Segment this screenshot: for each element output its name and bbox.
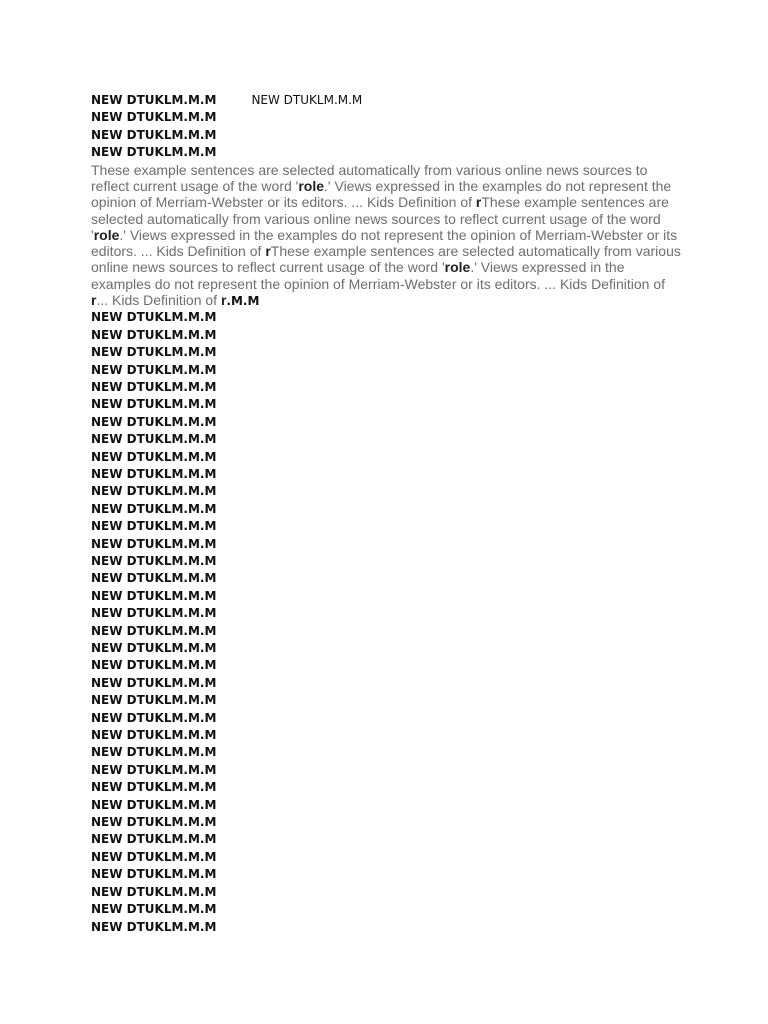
text-line: NEW DTUKLM.M.M	[91, 432, 217, 447]
text-line: NEW DTUKLM.M.M	[91, 762, 217, 777]
text-line: NEW DTUKLM.M.M	[91, 327, 217, 342]
text-line: NEW DTUKLM.M.M	[91, 606, 217, 621]
text-line: NEW DTUKLM.M.M	[91, 519, 217, 534]
para-text: .' Views expressed in the examples do not represent the opinion of Merriam-Webster or its editors. ... Kids Definition of	[91, 177, 672, 211]
para-tail: .M.M	[226, 294, 260, 308]
para-bold: r	[220, 292, 227, 308]
para-bold: role	[444, 259, 471, 276]
text-line: NEW DTUKLM.M.M	[91, 919, 217, 934]
para-text: These example sentences are selected automatically from various online news sources to reflect current usage of the word '	[91, 161, 648, 194]
text-line: NEW DTUKLM.M.M	[91, 449, 217, 464]
text-line: NEW DTUKLM.M.M	[91, 710, 217, 725]
text-line: NEW DTUKLM.M.M	[91, 867, 217, 882]
heading-left: NEW DTUKLM.M.M	[91, 93, 217, 107]
para-bold: r	[91, 292, 97, 308]
para-text: These example sentences are selected automatically from various online news sources to reflect current usage of the word '	[91, 194, 669, 243]
text-line: NEW DTUKLM.M.M	[91, 466, 217, 481]
text-line: NEW DTUKLM.M.M	[91, 658, 217, 673]
line-list	[91, 309, 691, 936]
document-body	[91, 92, 691, 936]
heading-right: NEW DTUKLM.M.M	[251, 93, 363, 107]
text-line: NEW DTUKLM.M.M	[91, 379, 217, 394]
text-line: NEW DTUKLM.M.M	[91, 501, 217, 516]
text-line: NEW DTUKLM.M.M	[91, 780, 217, 795]
text-line: NEW DTUKLM.M.M	[91, 145, 217, 160]
text-line: NEW DTUKLM.M.M	[91, 484, 217, 499]
heading-row	[91, 92, 691, 109]
text-line: NEW DTUKLM.M.M	[91, 588, 217, 603]
para-bold: role	[93, 226, 120, 243]
example-paragraph	[91, 162, 686, 310]
text-line: NEW DTUKLM.M.M	[91, 675, 217, 690]
text-line: NEW DTUKLM.M.M	[91, 902, 217, 917]
text-line: NEW DTUKLM.M.M	[91, 397, 217, 412]
para-bold: role	[298, 177, 325, 194]
para-bold: r	[475, 194, 482, 211]
text-line: NEW DTUKLM.M.M	[91, 728, 217, 743]
para-text: .' Views expressed in the examples do not represent the opinion of Merriam-Webster or its editors. ... Kids Definition of	[91, 259, 666, 292]
text-line: NEW DTUKLM.M.M	[91, 641, 217, 656]
para-bold: r	[265, 243, 271, 260]
text-line: NEW DTUKLM.M.M	[91, 693, 217, 708]
text-line: NEW DTUKLM.M.M	[91, 310, 217, 325]
text-line: NEW DTUKLM.M.M	[91, 832, 217, 847]
text-line: NEW DTUKLM.M.M	[91, 571, 217, 586]
text-line: NEW DTUKLM.M.M	[91, 849, 217, 864]
text-line: NEW DTUKLM.M.M	[91, 345, 217, 360]
para-text: ... Kids Definition of	[96, 292, 221, 308]
text-line: NEW DTUKLM.M.M	[91, 414, 217, 429]
text-line: NEW DTUKLM.M.M	[91, 362, 217, 377]
text-line: NEW DTUKLM.M.M	[91, 110, 217, 125]
text-line: NEW DTUKLM.M.M	[91, 884, 217, 899]
text-line: NEW DTUKLM.M.M	[91, 623, 217, 638]
text-line: NEW DTUKLM.M.M	[91, 815, 217, 830]
text-line: NEW DTUKLM.M.M	[91, 745, 217, 760]
text-line: NEW DTUKLM.M.M	[91, 127, 217, 142]
text-line: NEW DTUKLM.M.M	[91, 536, 217, 551]
text-line: NEW DTUKLM.M.M	[91, 797, 217, 812]
para-text: These example sentences are selected automatically from various online news sources to reflect current usage of the word '	[91, 243, 681, 276]
para-text: .' Views expressed in the examples do not represent the opinion of Merriam-Webster or its editors. ... Kids Definition of	[91, 226, 678, 260]
text-line: NEW DTUKLM.M.M	[91, 553, 217, 568]
